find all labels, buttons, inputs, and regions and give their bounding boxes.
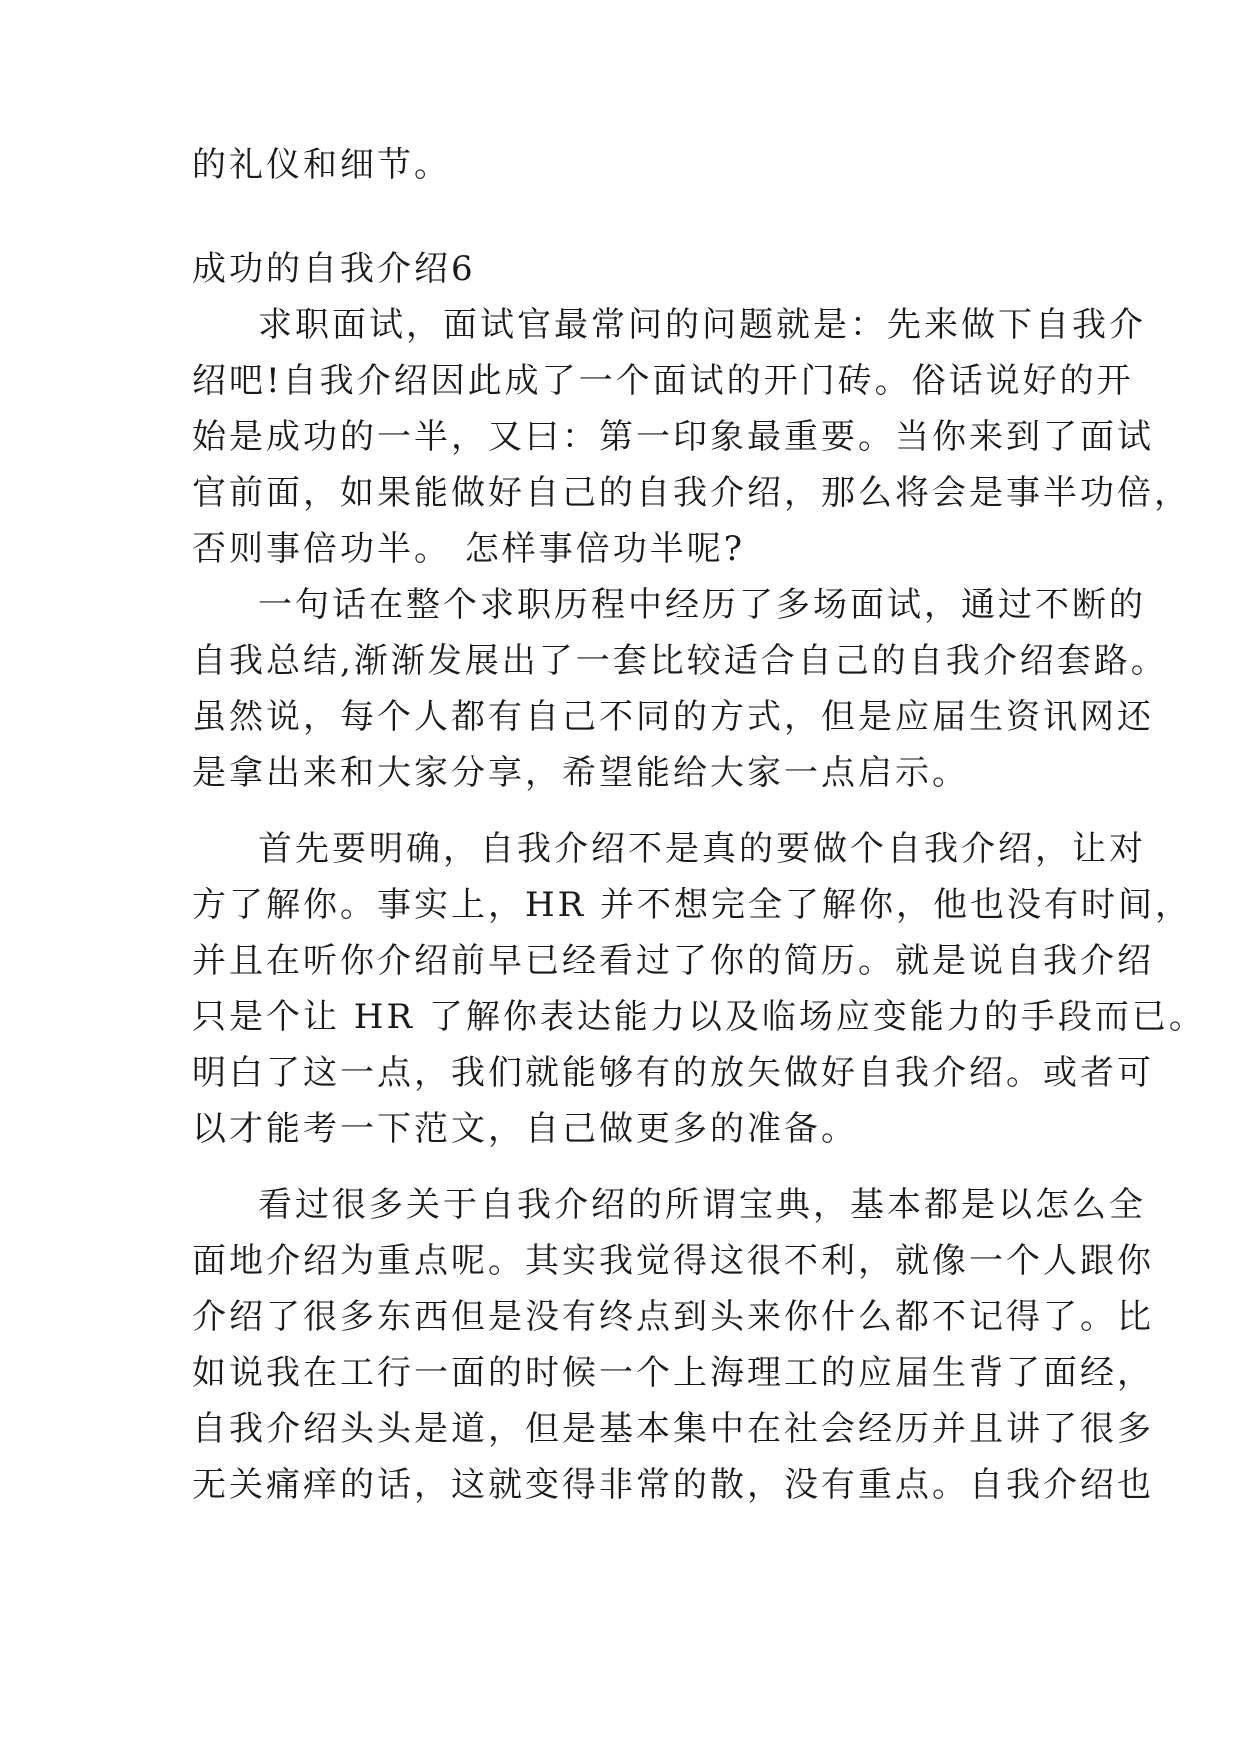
paragraph-line: 绍吧!自我介绍因此成了一个面试的开门砖。俗话说好的开 — [192, 361, 1134, 401]
paragraph-line: 如说我在工行一面的时候一个上海理工的应届生背了面经， — [192, 1353, 1154, 1393]
paragraph-line: 看过很多关于自我介绍的所谓宝典，基本都是以怎么全 — [258, 1185, 1146, 1225]
paragraph-line: 自我介绍头头是道，但是基本集中在社会经历并且讲了很多 — [192, 1409, 1154, 1449]
carryover-line: 的礼仪和细节。 — [192, 145, 451, 185]
paragraph-line: 并且在听你介绍前早已经看过了你的简历。就是说自我介绍 — [192, 941, 1154, 981]
paragraph-line: 介绍了很多东西但是没有终点到头来你什么都不记得了。比 — [192, 1297, 1154, 1337]
paragraph-line: 官前面，如果能做好自己的自我介绍，那么将会是事半功倍， — [192, 473, 1191, 513]
paragraph-line: 是拿出来和大家分享，希望能给大家一点启示。 — [192, 753, 969, 793]
paragraph-line: 以才能考一下范文，自己做更多的准备。 — [192, 1109, 858, 1149]
paragraph-line: 自我总结,渐渐发展出了一套比较适合自己的自我介绍套路。 — [192, 641, 1168, 681]
paragraph-line: 始是成功的一半，又曰：第一印象最重要。当你来到了面试 — [192, 417, 1154, 457]
paragraph-line: 只是个让 HR 了解你表达能力以及临场应变能力的手段而已。 — [192, 997, 1206, 1037]
paragraph-line: 虽然说，每个人都有自己不同的方式，但是应届生资讯网还 — [192, 697, 1154, 737]
paragraph-line: 明白了这一点，我们就能够有的放矢做好自我介绍。或者可 — [192, 1053, 1154, 1093]
paragraph-line: 求职面试，面试官最常问的问题就是：先来做下自我介 — [258, 305, 1146, 345]
paragraph-line: 否则事倍功半。 怎样事倍功半呢? — [192, 529, 746, 569]
paragraph-line: 面地介绍为重点呢。其实我觉得这很不利，就像一个人跟你 — [192, 1241, 1154, 1281]
paragraph-line: 方了解你。事实上，HR 并不想完全了解你，他也没有时间， — [192, 885, 1193, 925]
paragraph-line: 首先要明确，自我介绍不是真的要做个自我介绍，让对 — [258, 829, 1146, 869]
paragraph-line: 一句话在整个求职历程中经历了多场面试，通过不断的 — [258, 585, 1146, 625]
section-heading: 成功的自我介绍6 — [192, 249, 476, 289]
paragraph-line: 无关痛痒的话，这就变得非常的散，没有重点。自我介绍也 — [192, 1465, 1154, 1505]
